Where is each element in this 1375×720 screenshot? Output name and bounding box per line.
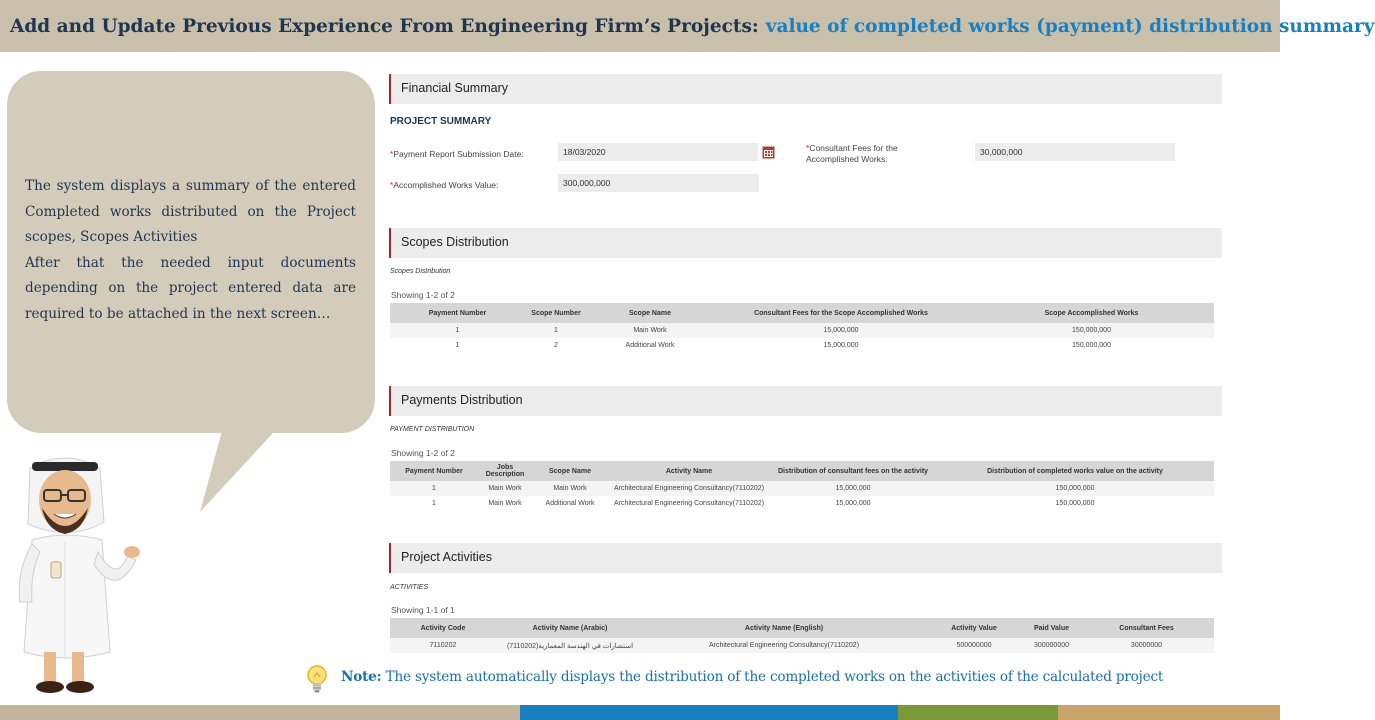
column-header[interactable]: Distribution of completed works value on the activity [936,461,1214,481]
scopes-distribution-heading: Scopes Distribution [401,235,509,249]
column-header[interactable]: Scope Accomplished Works [969,303,1214,323]
accomplished-works-label: *Accomplished Works Value: [390,180,499,190]
column-header[interactable]: Payment Number [390,461,478,481]
column-header[interactable]: Activity Code [390,618,496,638]
footer-segment-beige [0,705,520,720]
column-header[interactable]: Payment Number [390,303,525,323]
slide-title-main: Add and Update Previous Experience From Engineering Firm’s Projects: [10,15,759,37]
payments-showing-count: Showing 1-2 of 2 [391,448,455,458]
column-header[interactable]: Distribution of consultant fees on the activity [770,461,936,481]
payments-distribution-header [389,386,1222,416]
calendar-icon[interactable] [762,145,775,159]
application-screenshot [389,72,1222,662]
column-header[interactable]: Consultant Fees [1079,618,1214,638]
financial-summary-header [389,74,1222,104]
note-prefix: Note: [341,669,382,685]
financial-summary-heading: Financial Summary [401,81,508,95]
column-header[interactable]: Paid Value [1024,618,1079,638]
scopes-distribution-header [389,228,1222,258]
table-row[interactable]: 1 Main Work Additional Work Architectural Engineering Consultancy(7110202) 15,000,000 150,000,000 [432,500,1095,507]
column-header[interactable]: Scope Name [532,461,608,481]
table-row[interactable]: 1 1 Main Work 15,000,000 150,000,000 [390,323,1214,338]
scopes-table [390,303,1214,353]
activities-sub-label: ACTIVITIES [390,584,429,591]
project-activities-heading: Project Activities [401,550,493,564]
column-header[interactable]: Activity Value [924,618,1024,638]
project-activities-header [389,543,1222,573]
footer-segment-blue [520,705,898,720]
payments-table [390,461,1214,511]
guide-character-illustration [10,452,145,698]
payment-date-input[interactable]: 18/03/2020 [558,143,758,161]
bubble-paragraph-2: After that the needed input documents depending on the project entered data are required to be attached in the next screen… [25,254,356,322]
accomplished-works-input[interactable]: 300,000,000 [558,174,759,192]
project-summary-label: PROJECT SUMMARY [390,116,492,127]
table-row[interactable]: 1 Main Work Main Work Architectural Engineering Consultancy(7110202) 15,000,000 150,000,000 [390,481,1214,496]
speech-bubble-text [25,174,356,328]
footer-segment-green [898,705,1058,720]
activities-showing-count: Showing 1-1 of 1 [391,605,455,615]
scopes-showing-count: Showing 1-2 of 2 [391,290,455,300]
column-header[interactable]: Consultant Fees for the Scope Accomplished Works [713,303,969,323]
note-body: The system automatically displays the distribution of the completed works on the activities of the calculated project [385,669,1164,685]
payment-date-label: *Payment Report Submission Date: [390,149,524,159]
payments-distribution-heading: Payments Distribution [401,393,523,407]
note-text [341,669,1163,685]
column-header[interactable]: Scope Name [587,303,713,323]
column-header[interactable]: Activity Name (English) [644,618,924,638]
column-header[interactable]: Jobs Description [478,461,532,481]
column-header[interactable]: Activity Name [608,461,770,481]
bubble-paragraph-1: The system displays a summary of the entered Completed works distributed on the Project scopes, Scopes Activities [25,178,356,246]
consultant-fees-input[interactable]: 30,000,000 [975,143,1175,161]
column-header[interactable]: Scope Number [525,303,587,323]
table-row[interactable]: 7110202 استشارات في الهندسة المعمارية(7110202) Architectural Engineering Consultancy(7110202) 500000000 300000000 30000000 [390,638,1214,653]
scopes-sub-label: Scopes Distribution [390,268,451,275]
activities-table [390,618,1214,653]
table-row[interactable]: 1 2 Additional Work 15,000,000 150,000,000 [455,342,1111,349]
consultant-fees-label: *Consultant Fees for the Accomplished Works: [806,143,898,164]
slide-title-highlight: value of completed works (payment) distribution summary [765,15,1375,37]
lightbulb-icon [305,664,329,694]
footer-segment-gold [1058,705,1280,720]
footer-color-bar [0,705,1280,720]
payments-sub-label: PAYMENT DISTRIBUTION [390,426,475,433]
column-header[interactable]: Activity Name (Arabic) [496,618,644,638]
